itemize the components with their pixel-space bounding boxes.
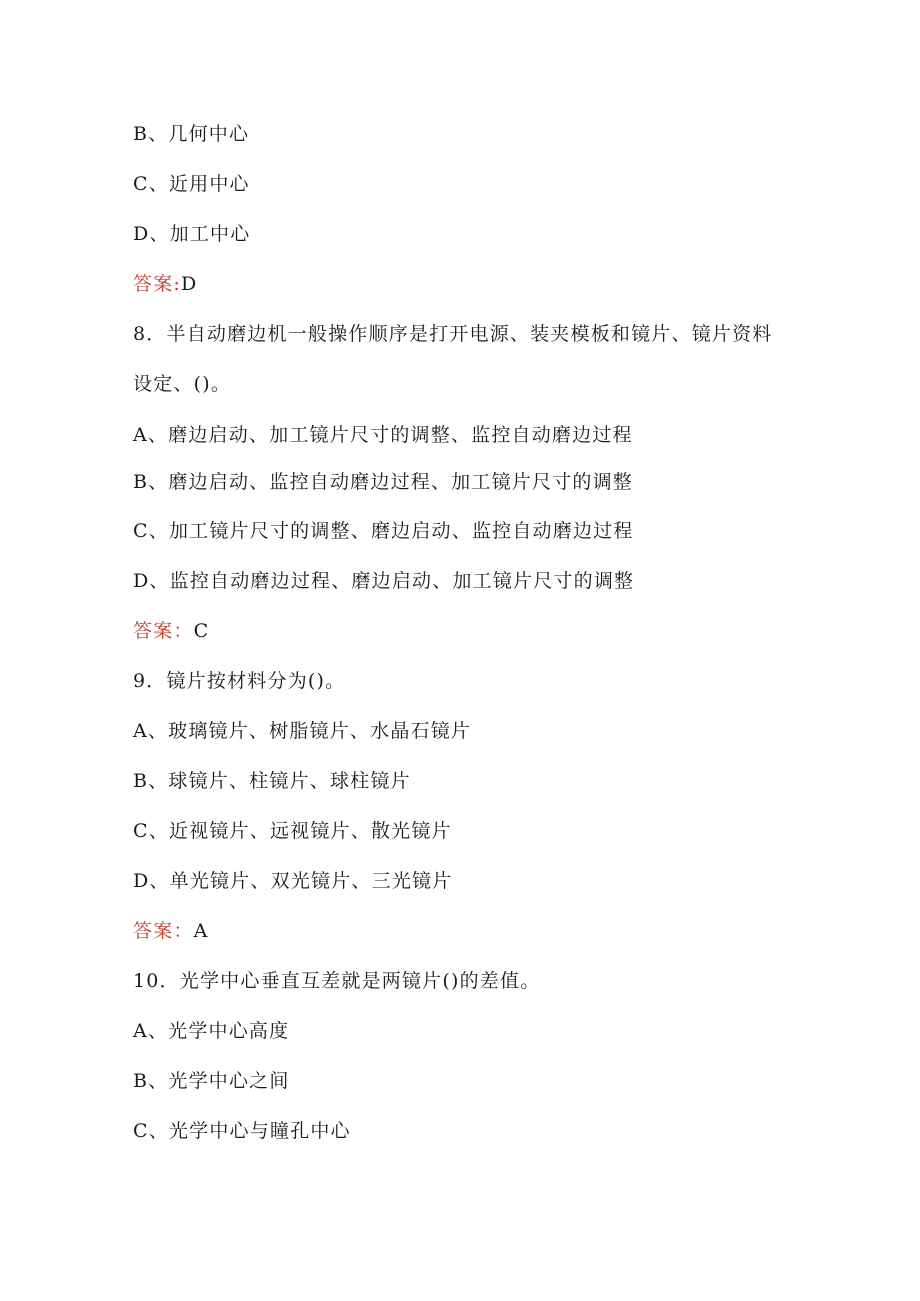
q8-option-a: A、磨边启动、加工镜片尺寸的调整、监控自动磨边过程 [133,424,633,446]
q10-option-b: B、光学中心之间 [133,1070,290,1092]
q8-stem-line2: 设定、()。 [133,373,232,395]
q8-answer-value: C [193,620,210,642]
q9-option-a: A、玻璃镜片、树脂镜片、水晶石镜片 [133,720,472,742]
q7-option-b: B、几何中心 [133,123,250,145]
q8-option-c: C、加工镜片尺寸的调整、磨边启动、监控自动磨边过程 [133,520,634,542]
q10-stem: 10．光学中心垂直互差就是两镜片()的差值。 [133,970,541,992]
q7-option-c: C、近用中心 [133,173,250,195]
q8-answer [133,619,209,643]
q9-answer-value: A [193,920,209,942]
q9-answer-label: 答案： [133,920,194,942]
q8-option-b: B、磨边启动、监控自动磨边过程、加工镜片尺寸的调整 [133,471,633,493]
q7-answer-label: 答案: [133,273,182,295]
q10-option-c: C、光学中心与瞳孔中心 [133,1120,351,1142]
q8-answer-label: 答案： [133,620,194,642]
q9-option-c: C、近视镜片、远视镜片、散光镜片 [133,820,452,842]
q8-stem-line1: 8．半自动磨边机一般操作顺序是打开电源、装夹模板和镜片、镜片资料 [133,323,773,345]
q7-option-d: D、加工中心 [133,223,251,245]
q7-answer-value: D [181,273,198,295]
q9-answer [133,919,209,943]
q10-option-a: A、光学中心高度 [133,1020,290,1042]
q7-answer [133,272,197,296]
q9-option-d: D、单光镜片、双光镜片、三光镜片 [133,870,453,892]
q8-option-d: D、监控自动磨边过程、磨边启动、加工镜片尺寸的调整 [133,570,635,592]
q9-stem: 9．镜片按材料分为()。 [133,670,346,692]
q9-option-b: B、球镜片、柱镜片、球柱镜片 [133,770,411,792]
